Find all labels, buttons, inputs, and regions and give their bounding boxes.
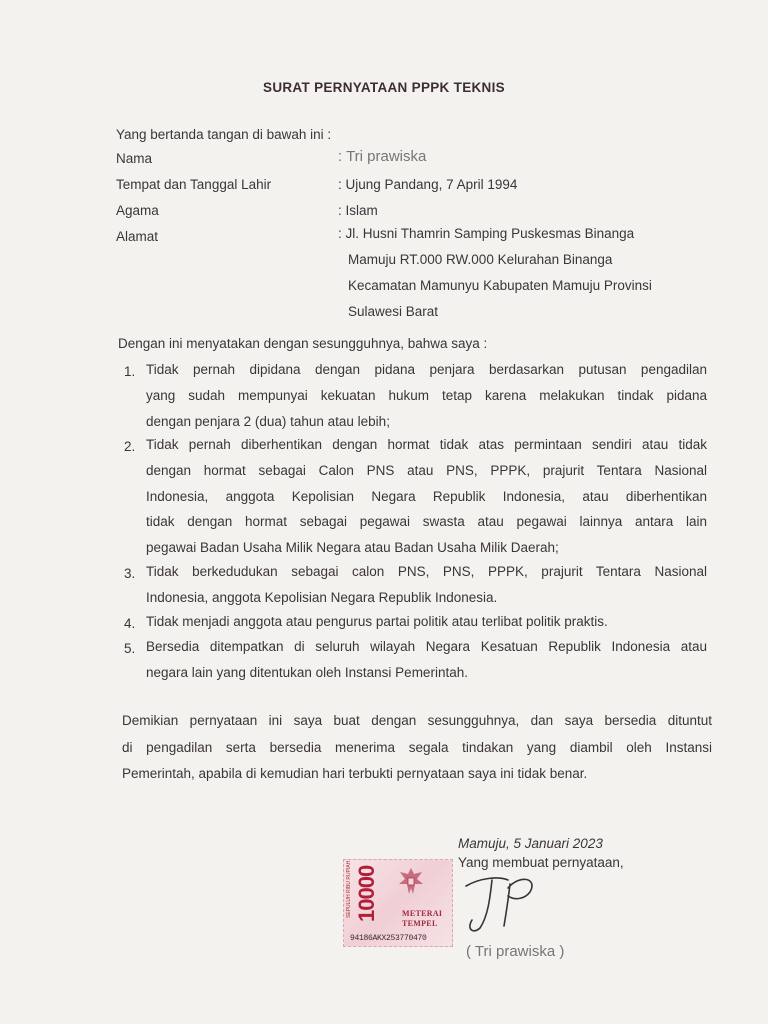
field-label-agama: Agama <box>116 203 159 218</box>
signature-icon <box>458 868 548 938</box>
closing-line: Pemerintah, apabila di kemudian hari terbukti pernyataan saya ini tidak benar. <box>122 766 588 781</box>
stamp-label-meterai: METERAI <box>402 909 443 918</box>
item-number: 2. <box>124 439 136 454</box>
field-value-alamat-line: Mamuju RT.000 RW.000 Kelurahan Binanga <box>348 252 613 267</box>
item-line: dengan hormat sebagai Calon PNS atau PNS, PPPK, prajurit Tentara Nasional <box>146 463 707 478</box>
stamp-value: 10000 <box>354 865 379 922</box>
item-line: yang sudah mempunyai kekuatan hukum tetap karena melakukan tindak pidana <box>146 388 707 403</box>
field-value-ttl: : Ujung Pandang, 7 April 1994 <box>338 177 518 192</box>
stamp-small-text: SEPULUH RIBU RUPIAH <box>346 860 352 918</box>
stamp-label-tempel: TEMPEL <box>402 919 438 928</box>
field-value-agama: : Islam <box>338 203 378 218</box>
intro-text: Yang bertanda tangan di bawah ini : <box>116 127 332 142</box>
field-value-alamat-line: Kecamatan Mamunyu Kabupaten Mamuju Provinsi <box>348 278 652 293</box>
place-date: Mamuju, 5 Januari 2023 <box>458 836 603 851</box>
field-value-nama: : Tri prawiska <box>338 148 427 165</box>
closing-line: di pengadilan serta bersedia menerima segala tindakan yang diambil oleh Instansi <box>122 740 712 755</box>
item-line: negara lain yang ditentukan oleh Instansi Pemerintah. <box>146 665 468 680</box>
item-line: dengan penjara 2 (dua) tahun atau lebih; <box>146 414 390 429</box>
signer-name: ( Tri prawiska ) <box>466 943 565 960</box>
garuda-emblem-icon <box>396 866 426 900</box>
item-line: Indonesia, anggota Kepolisian Negara Republik Indonesia. <box>146 590 498 605</box>
item-line: pegawai Badan Usaha Milik Negara atau Badan Usaha Milik Daerah; <box>146 540 559 555</box>
signer-caption: Yang membuat pernyataan, <box>458 855 624 870</box>
meterai-stamp <box>343 859 453 947</box>
item-number: 3. <box>124 566 136 581</box>
closing-line: Demikian pernyataan ini saya buat dengan sesungguhnya, dan saya bersedia dituntut <box>122 713 712 728</box>
stamp-serial: 94186AKX253770470 <box>350 934 427 943</box>
item-number: 5. <box>124 641 136 656</box>
item-line: Tidak berkedudukan sebagai calon PNS, PNS, PPPK, prajurit Tentara Nasional <box>146 564 707 579</box>
document-title: SURAT PERNYATAAN PPPK TEKNIS <box>263 80 505 95</box>
item-line: tidak dengan hormat sebagai pegawai swasta atau pegawai lainnya antara lain <box>146 514 707 529</box>
item-number: 4. <box>124 616 136 631</box>
statement-intro: Dengan ini menyatakan dengan sesungguhnya, bahwa saya : <box>118 336 488 351</box>
item-number: 1. <box>124 364 136 379</box>
item-line: Bersedia ditempatkan di seluruh wilayah Negara Kesatuan Republik Indonesia atau <box>146 639 707 654</box>
field-label-nama: Nama <box>116 151 153 166</box>
item-line: Tidak pernah dipidana dengan pidana penjara berdasarkan putusan pengadilan <box>146 362 707 377</box>
field-value-alamat-line: Sulawesi Barat <box>348 304 439 319</box>
item-line: Tidak pernah diberhentikan dengan hormat tidak atas permintaan sendiri atau tidak <box>146 437 707 452</box>
item-line: Indonesia, anggota Kepolisian Negara Republik Indonesia, atau diberhentikan <box>146 489 707 504</box>
field-label-ttl: Tempat dan Tanggal Lahir <box>116 177 272 192</box>
field-value-alamat-line: : Jl. Husni Thamrin Samping Puskesmas Binanga <box>338 226 635 241</box>
field-label-alamat: Alamat <box>116 229 159 244</box>
item-line: Tidak menjadi anggota atau pengurus partai politik atau terlibat politik praktis. <box>146 614 608 629</box>
